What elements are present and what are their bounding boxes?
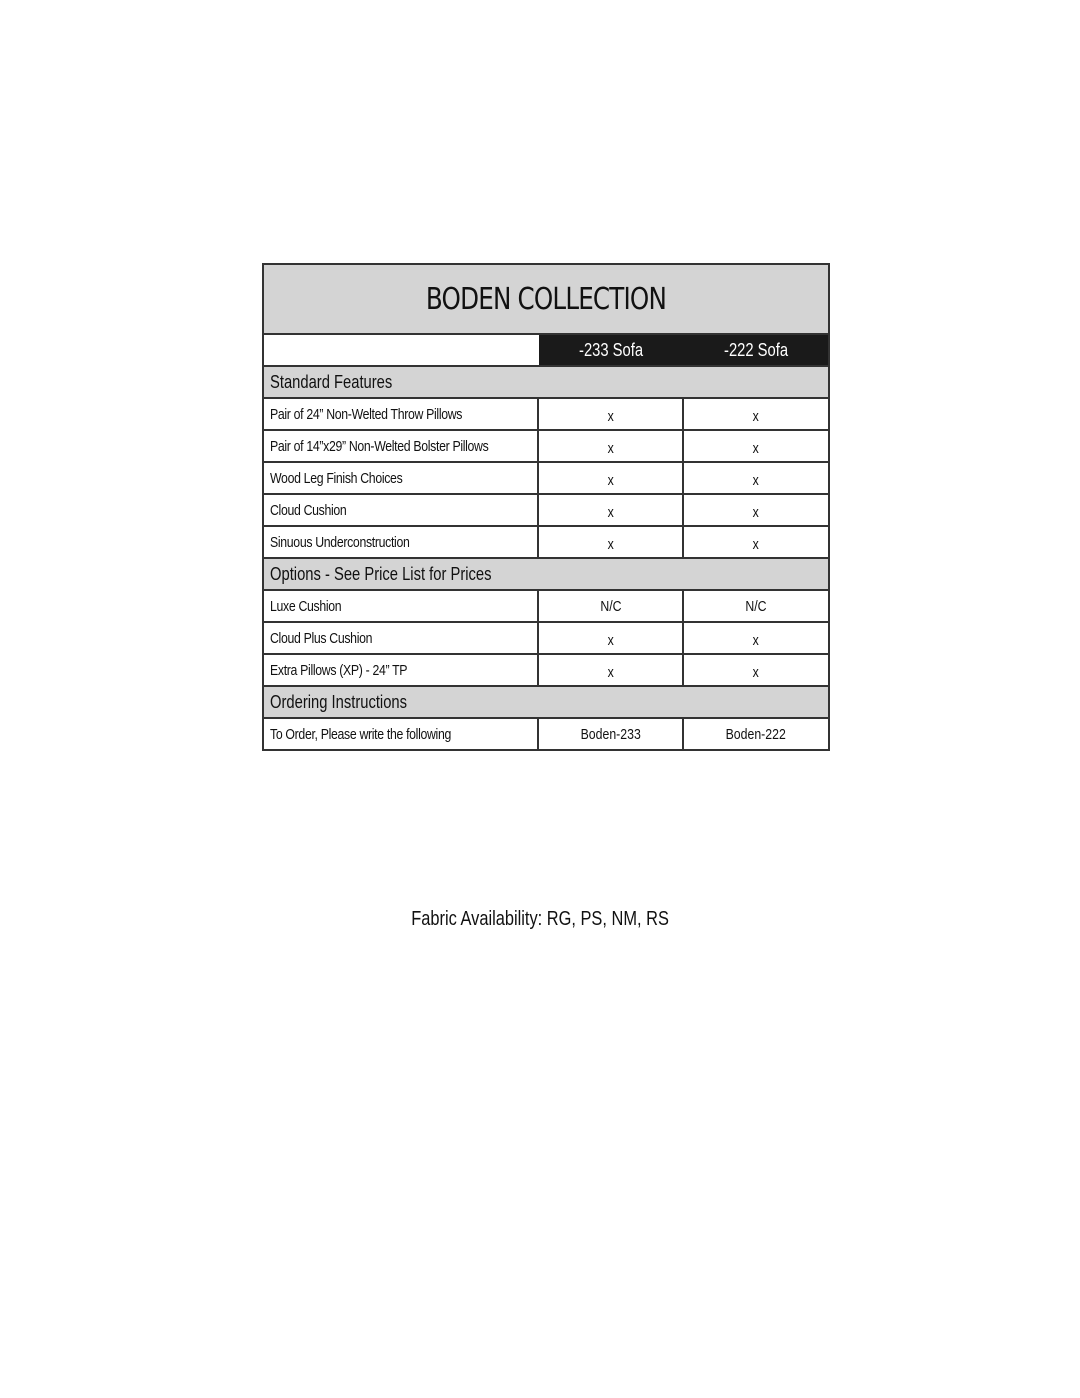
value-222: Boden-222 (725, 725, 787, 743)
feature-label: Pair of 14”x29” Non-Welted Bolster Pillows (264, 431, 539, 461)
feature-label: Cloud Cushion (264, 495, 539, 525)
value-222: x (752, 503, 760, 521)
feature-label: To Order, Please write the following (264, 719, 539, 749)
table-row (264, 655, 828, 687)
table-row (264, 719, 828, 749)
table-title-bar (264, 265, 828, 335)
feature-label: Sinuous Underconstruction (264, 527, 539, 557)
section-header-row (264, 367, 828, 399)
table-row (264, 495, 828, 527)
section-heading: Options - See Price List for Prices (264, 559, 828, 589)
value-222: x (752, 663, 760, 681)
feature-label: Wood Leg Finish Choices (264, 463, 539, 493)
table-title: BODEN COLLECTION (315, 265, 777, 333)
table-row (264, 623, 828, 655)
table-row (264, 527, 828, 559)
value-233: x (539, 527, 684, 557)
value-222: N/C (745, 597, 767, 615)
value-233: x (539, 623, 684, 653)
value-222: x (752, 471, 760, 489)
feature-label: Luxe Cushion (264, 591, 539, 621)
value-233: x (539, 431, 684, 461)
column-header-row (264, 335, 828, 367)
value-233: x (539, 399, 684, 429)
value-233: x (539, 463, 684, 493)
table-row (264, 591, 828, 623)
table-row (264, 463, 828, 495)
value-222: x (752, 631, 760, 649)
fabric-availability: Fabric Availability: RG, PS, NM, RS (411, 908, 669, 930)
table-row (264, 431, 828, 463)
value-233: N/C (539, 591, 684, 621)
header-blank-cell (264, 335, 539, 365)
section-header-row (264, 687, 828, 719)
value-233: Boden-233 (539, 719, 684, 749)
section-heading: Standard Features (264, 367, 828, 397)
section-heading: Ordering Instructions (264, 687, 828, 717)
feature-label: Extra Pillows (XP) - 24” TP (264, 655, 539, 685)
feature-label: Pair of 24” Non-Welted Throw Pillows (264, 399, 539, 429)
section-header-row (264, 559, 828, 591)
value-222: x (752, 439, 760, 457)
column-header-233: -233 Sofa (539, 335, 684, 365)
column-header-222: -222 Sofa (684, 335, 828, 365)
spec-table (262, 263, 830, 751)
table-row (264, 399, 828, 431)
value-222: x (752, 535, 760, 553)
value-233: x (539, 495, 684, 525)
feature-label: Cloud Plus Cushion (264, 623, 539, 653)
value-233: x (539, 655, 684, 685)
value-222: x (752, 407, 760, 425)
